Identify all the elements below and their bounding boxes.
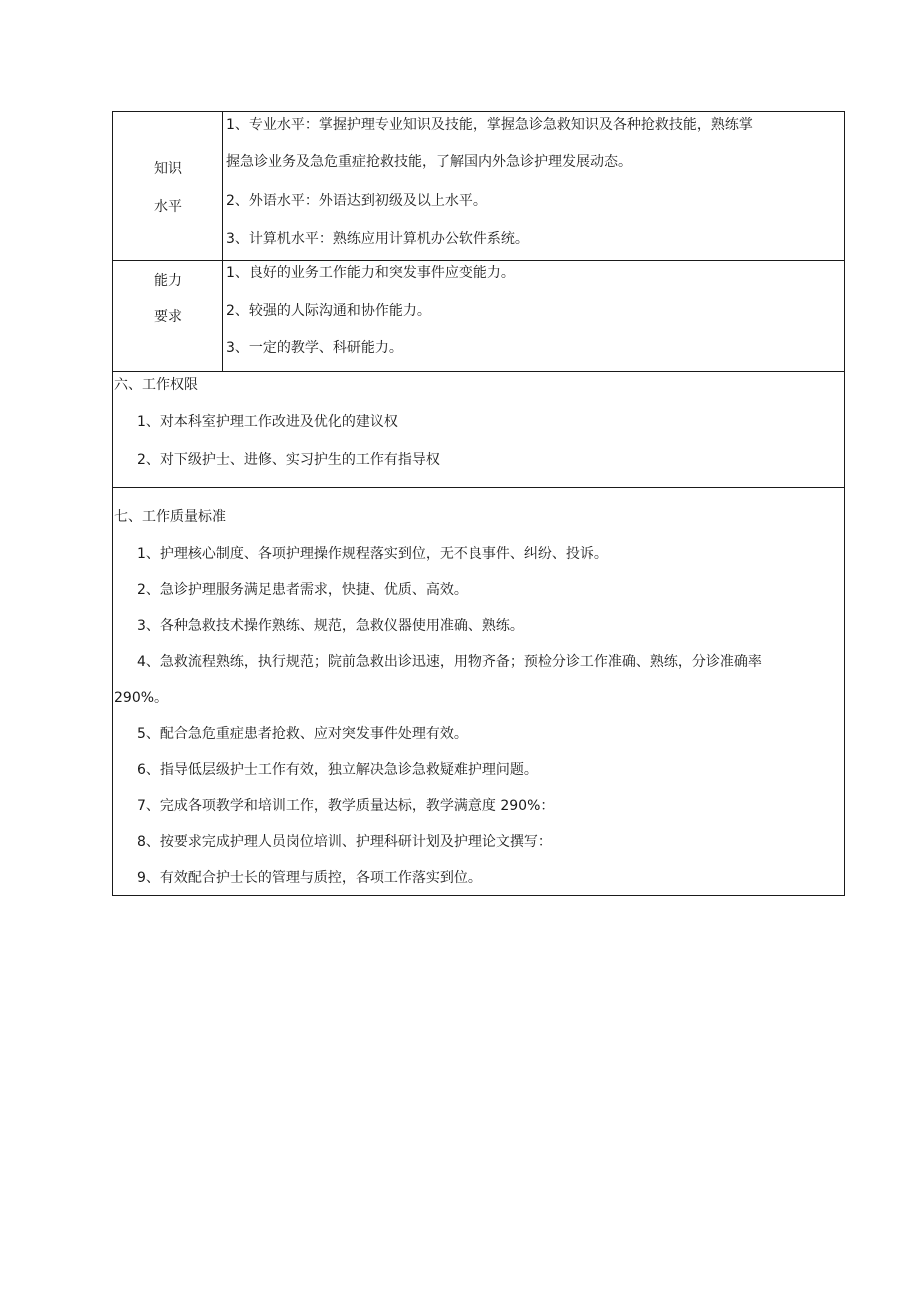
quality-item-4: 4、急救流程熟练，执行规范；院前急救出诊迅速，用物齐备；预检分诊工作准确、熟练，分诊准确率: [137, 654, 762, 670]
ability-content-cell: [223, 261, 844, 371]
ability-row: [113, 261, 844, 372]
knowledge-label-line1: 知识: [154, 161, 182, 177]
knowledge-item-professional: 1、专业水平：掌握护理专业知识及技能，掌握急诊急救知识及各种抢救技能，熟练掌: [226, 117, 753, 133]
ability-label-cell: [113, 261, 223, 371]
quality-item-1: 1、护理核心制度、各项护理操作规程落实到位，无不良事件、纠纷、投诉。: [137, 546, 608, 562]
quality-row: [113, 488, 844, 895]
quality-item-8: 8、按要求完成护理人员岗位培训、护理科研计划及护理论文撰写：: [137, 834, 552, 850]
knowledge-label-line2: 水平: [154, 199, 182, 215]
quality-item-4-cont: 290%。: [114, 690, 169, 706]
ability-label-line2: 要求: [154, 309, 182, 325]
knowledge-item-language: 2、外语水平：外语达到初级及以上水平。: [226, 193, 487, 209]
quality-item-2: 2、急诊护理服务满足患者需求，快捷、优质、高效。: [137, 582, 468, 598]
quality-item-5: 5、配合急危重症患者抢救、应对突发事件处理有效。: [137, 726, 468, 742]
authority-heading: 六、工作权限: [114, 377, 198, 393]
quality-item-6: 6、指导低层级护士工作有效，独立解决急诊急救疑难护理问题。: [137, 762, 538, 778]
authority-row: [113, 372, 844, 488]
knowledge-content-cell: [223, 112, 844, 260]
quality-item-9: 9、有效配合护士长的管理与质控，各项工作落实到位。: [137, 870, 482, 886]
quality-heading: 七、工作质量标准: [114, 509, 226, 525]
authority-item-1: 1、对本科室护理工作改进及优化的建议权: [137, 414, 398, 430]
quality-item-3: 3、各种急救技术操作熟练、规范，急救仪器使用准确、熟练。: [137, 618, 524, 634]
ability-item-3: 3、一定的教学、科研能力。: [226, 340, 403, 356]
ability-item-2: 2、较强的人际沟通和协作能力。: [226, 303, 431, 319]
ability-label-line1: 能力: [154, 273, 182, 289]
knowledge-item-computer: 3、计算机水平：熟练应用计算机办公软件系统。: [226, 231, 529, 247]
job-description-table: [112, 111, 845, 896]
knowledge-item-professional-cont: 握急诊业务及急危重症抢救技能，了解国内外急诊护理发展动态。: [226, 154, 632, 170]
quality-item-7: 7、完成各项教学和培训工作，教学质量达标，教学满意度 290%：: [137, 798, 555, 814]
knowledge-label-cell: [113, 112, 223, 260]
knowledge-row: [113, 112, 844, 261]
ability-item-1: 1、良好的业务工作能力和突发事件应变能力。: [226, 265, 515, 281]
authority-item-2: 2、对下级护士、进修、实习护生的工作有指导权: [137, 452, 440, 468]
